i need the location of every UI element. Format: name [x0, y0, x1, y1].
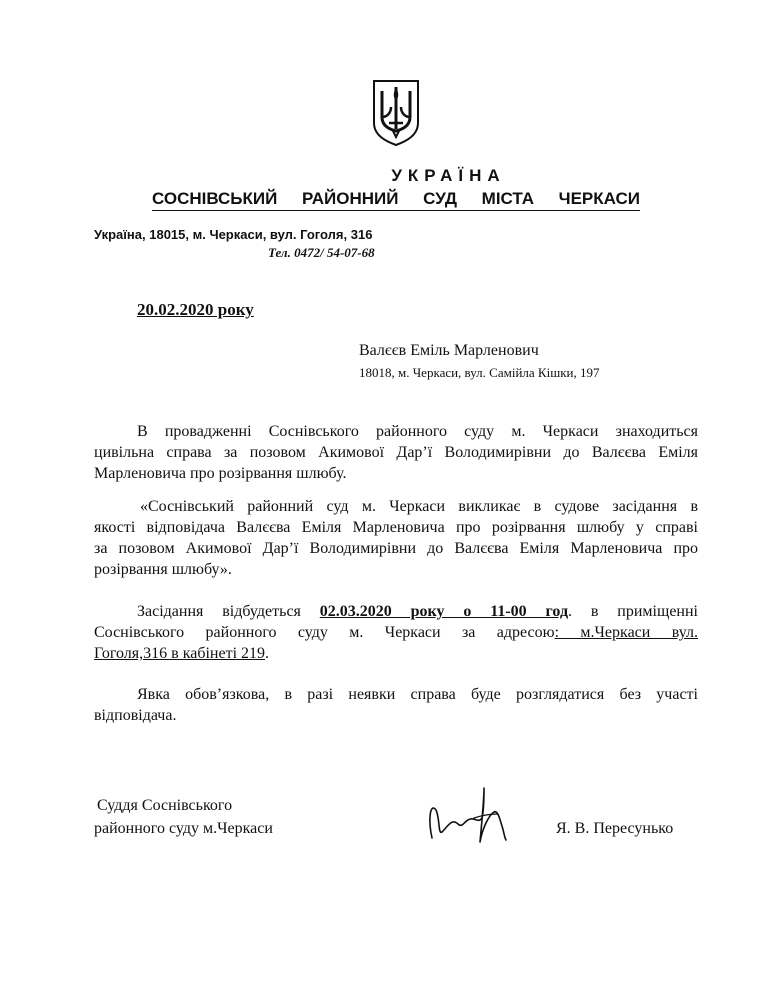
paragraph-line: відповідача.	[94, 707, 177, 724]
hearing-address: Гоголя,316 в кабінеті 219	[94, 645, 266, 662]
court-name-word: МІСТА	[481, 189, 534, 208]
paragraph-hearing	[94, 601, 698, 664]
hearing-text: .	[265, 645, 270, 662]
recipient-name: Валєєв Еміль Марленович	[359, 342, 539, 359]
court-name-word: СОСНІВСЬКИЙ	[152, 189, 278, 208]
court-name	[152, 189, 640, 209]
paragraph-line: якості відповідача Валєєва Еміля Марленовича про розірвання шлюбу у справі	[94, 519, 698, 536]
court-address: Україна, 18015, м. Черкаси, вул. Гоголя, 316	[94, 227, 373, 242]
paragraph-line	[94, 643, 698, 664]
hearing-address: : м.Черкаси вул.	[554, 624, 698, 641]
signature-icon	[418, 780, 528, 855]
paragraph-case-info	[94, 421, 698, 484]
paragraph-line: Марленовича про розірвання шлюбу.	[94, 465, 347, 482]
judge-name: Я. В. Пересунько	[556, 820, 674, 837]
paragraph-line	[94, 601, 698, 622]
paragraph-line	[94, 622, 698, 643]
hearing-text: . в приміщенні	[568, 603, 698, 620]
trident-emblem-icon	[371, 79, 421, 146]
court-name-word: РАЙОННИЙ	[301, 189, 399, 208]
paragraph-line: «Соснівський районний суд м. Черкаси викликає в судове засідання в	[140, 498, 698, 515]
document-date: 20.02.2020 року	[137, 300, 254, 319]
paragraph-line: В провадженні Соснівського районного суду м. Черкаси знаходиться	[137, 423, 698, 440]
paragraph-summons	[94, 496, 698, 580]
hearing-datetime: 02.03.2020 року о 11-00 год	[319, 603, 569, 620]
paragraph-attendance	[94, 684, 698, 726]
recipient-address: 18018, м. Черкаси, вул. Самійла Кішки, 197	[359, 365, 600, 380]
header-divider	[152, 210, 640, 211]
judge-title: районного суду м.Черкаси	[94, 820, 273, 837]
court-name-word: ЧЕРКАСИ	[558, 189, 640, 208]
paragraph-line: Явка обов’язкова, в разі неявки справа буде розглядатися без участі	[137, 686, 698, 703]
hearing-text: Соснівського районного суду м. Черкаси за адресою	[94, 624, 555, 641]
hearing-text: Засідання відбудеться	[137, 603, 320, 620]
paragraph-line: цивільна справа за позовом Акимової Дар’ї Володимирівни до Валєєва Еміля	[94, 444, 698, 461]
court-name-word: СУД	[423, 189, 458, 208]
court-phone: Тел. 0472/ 54-07-68	[268, 245, 375, 260]
header-country: УКРАЇНА	[391, 166, 506, 185]
paragraph-line: за позовом Акимової Дар’ї Володимирівни до Валєєва Еміля Марленовича про	[94, 540, 698, 557]
judge-title: Суддя Соснівського	[97, 797, 233, 814]
paragraph-line: розірвання шлюбу».	[94, 561, 232, 578]
